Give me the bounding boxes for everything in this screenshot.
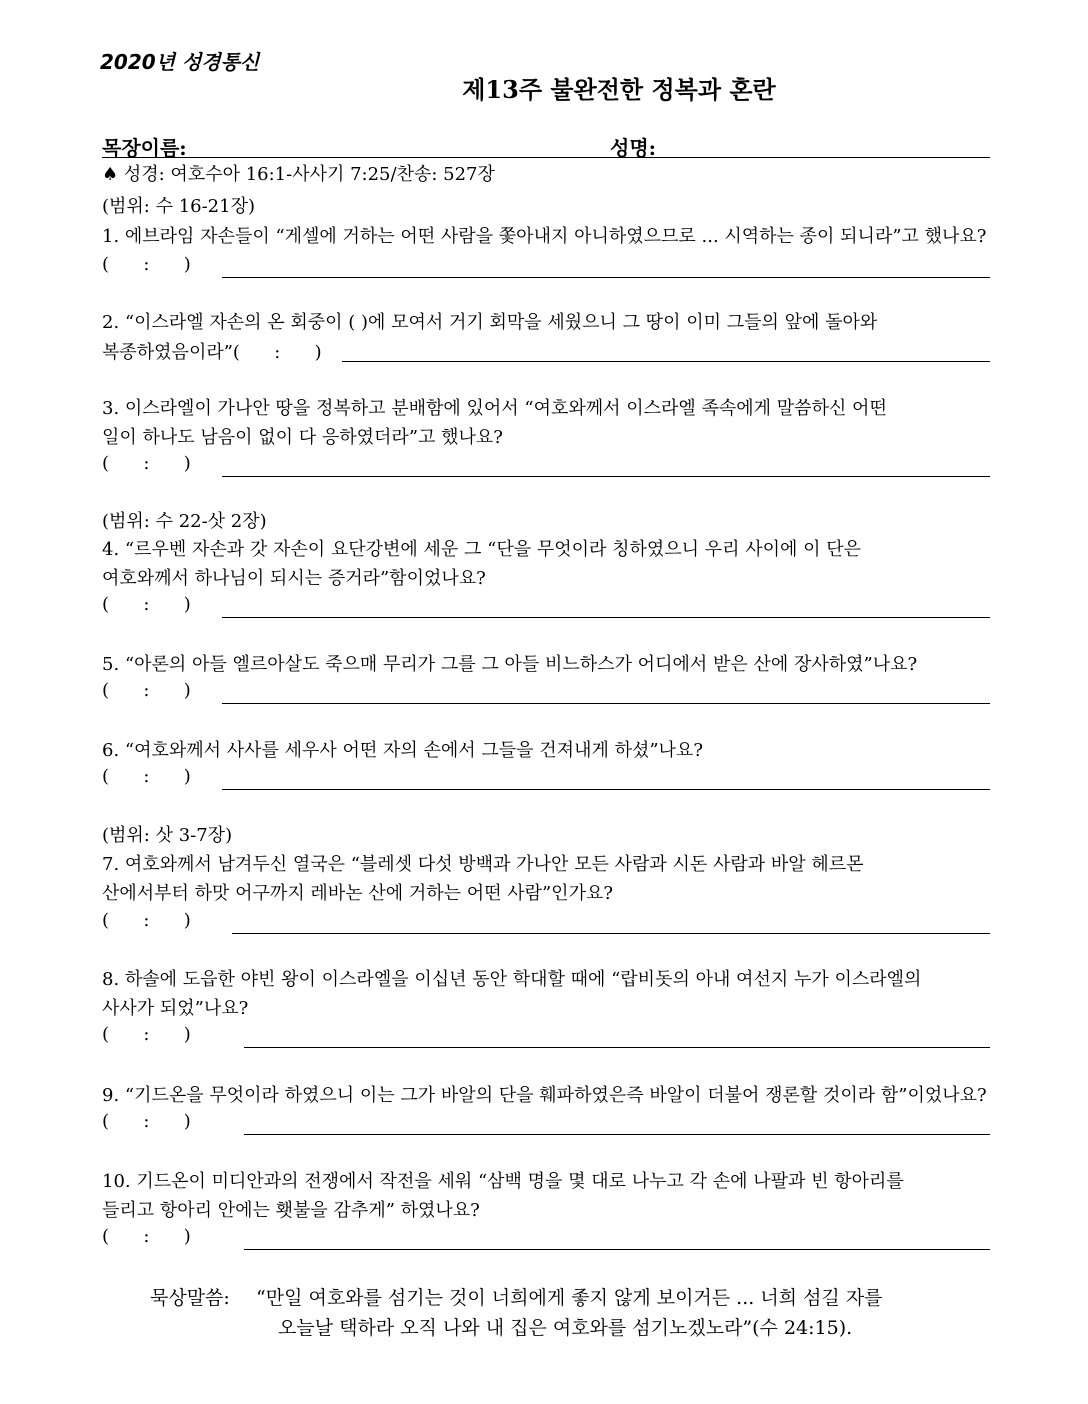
answer-6-paren: ( : ) — [102, 766, 191, 787]
question-6: 6. “여호와께서 사사를 세우사 어떤 자의 손에서 그들을 건져내게 하셨”나요? — [102, 740, 703, 761]
range-2: (범위: 수 22-삿 2장) — [102, 511, 267, 532]
question-8-line-2: 사사가 되었”나요? — [102, 998, 249, 1019]
question-7-line-1: 7. 여호와께서 남겨두신 열국은 “블레셋 다섯 방백과 가나안 모든 사람과 시돈 사람과 바알 헤르몬 — [102, 854, 864, 875]
page-title: 제13주 불완전한 정복과 혼란 — [462, 75, 776, 104]
meditation-line-1: “만일 여호와를 섬기는 것이 너희에게 좋지 않게 보이거든 ... 너희 섬길 자를 — [256, 1287, 883, 1309]
answer-3-paren: ( : ) — [102, 453, 191, 474]
answer-8 — [102, 1024, 990, 1050]
answer-7-blank[interactable] — [232, 933, 990, 934]
answer-8-blank[interactable] — [244, 1047, 990, 1048]
answer-5-blank[interactable] — [222, 703, 990, 704]
answer-2 — [102, 338, 990, 364]
answer-1-paren: ( : ) — [102, 254, 191, 275]
question-10-line-1: 10. 기드온이 미디안과의 전쟁에서 작전을 세워 “삼백 명을 몇 대로 나누고 각 손에 나팔과 빈 항아리를 — [102, 1171, 904, 1192]
group-name-label: 목장이름: — [102, 136, 187, 160]
answer-1 — [102, 254, 990, 280]
answer-3-blank[interactable] — [222, 476, 990, 477]
answer-8-paren: ( : ) — [102, 1024, 191, 1045]
answer-3 — [102, 453, 990, 479]
question-7-line-2: 산에서부터 하맛 어구까지 레바논 산에 거하는 어떤 사람”인가요? — [102, 883, 613, 904]
answer-7-paren: ( : ) — [102, 910, 191, 931]
question-2-line-1: 2. “이스라엘 자손의 온 회중이 ( )에 모여서 거기 회막을 세웠으니 그 땅이 이미 그들의 앞에 돌아와 — [102, 312, 878, 333]
question-4-line-2: 여호와께서 하나님이 되시는 증거라”함이었나요? — [102, 568, 486, 589]
answer-4-paren: ( : ) — [102, 594, 191, 615]
answer-5-paren: ( : ) — [102, 680, 191, 701]
name-label: 성명: — [610, 136, 657, 160]
scripture-line: ♠ 성경: 여호수아 16:1-사사기 7:25/찬송: 527장 — [102, 164, 495, 185]
answer-6-blank[interactable] — [222, 789, 990, 790]
answer-10-blank[interactable] — [244, 1249, 990, 1250]
question-8-line-1: 8. 하솔에 도읍한 야빈 왕이 이스라엘을 이십년 동안 학대할 때에 “랍비돗의 아내 여선지 누가 이스라엘의 — [102, 969, 922, 990]
name-fields-row — [102, 132, 990, 158]
question-5: 5. “아론의 아들 엘르아살도 죽으매 무리가 그를 그 아들 비느하스가 어디에서 받은 산에 장사하였”나요? — [102, 654, 918, 675]
question-1: 1. 에브라임 자손들이 “게셀에 거하는 어떤 사람을 쫓아내지 아니하였으므로 ... 시역하는 종이 되니라”고 했나요? — [102, 226, 987, 247]
year-note: 2020년 성경통신 — [100, 50, 260, 74]
answer-9 — [102, 1111, 990, 1137]
question-10-line-2: 들리고 항아리 안에는 횃불을 감추게” 하였나요? — [102, 1200, 480, 1221]
question-9: 9. “기드온을 무엇이라 하였으니 이는 그가 바알의 단을 훼파하였은즉 바알이 더불어 쟁론할 것이라 함”이었나요? — [102, 1085, 987, 1106]
meditation-line-2: 오늘날 택하라 오직 나와 내 집은 여호와를 섬기노겠노라”(수 24:15). — [278, 1317, 853, 1339]
question-4-line-1: 4. “르우벤 자손과 갓 자손이 요단강변에 세운 그 “단을 무엇이라 칭하였으니 우리 사이에 이 단은 — [102, 539, 862, 560]
meditation-label: 묵상말씀: — [150, 1287, 230, 1309]
answer-6 — [102, 766, 990, 792]
answer-9-paren: ( : ) — [102, 1111, 191, 1132]
answer-9-blank[interactable] — [244, 1134, 990, 1135]
answer-10 — [102, 1226, 990, 1252]
answer-7 — [102, 910, 990, 936]
range-3: (범위: 삿 3-7장) — [102, 825, 233, 846]
answer-4-blank[interactable] — [222, 617, 990, 618]
answer-5 — [102, 680, 990, 706]
answer-2-blank[interactable] — [342, 361, 990, 362]
answer-10-paren: ( : ) — [102, 1226, 191, 1247]
question-3-line-1: 3. 이스라엘이 가나안 땅을 정복하고 분배함에 있어서 “여호와께서 이스라엘 족속에게 말씀하신 어떤 — [102, 398, 887, 419]
fields-underline — [102, 157, 990, 158]
question-2-line-2: 복종하였음이라”( : ) — [102, 342, 322, 363]
range-1: (범위: 수 16-21장) — [102, 196, 255, 217]
answer-4 — [102, 594, 990, 620]
answer-1-blank[interactable] — [222, 277, 990, 278]
question-3-line-2: 일이 하나도 남음이 없이 다 응하였더라”고 했나요? — [102, 427, 503, 448]
